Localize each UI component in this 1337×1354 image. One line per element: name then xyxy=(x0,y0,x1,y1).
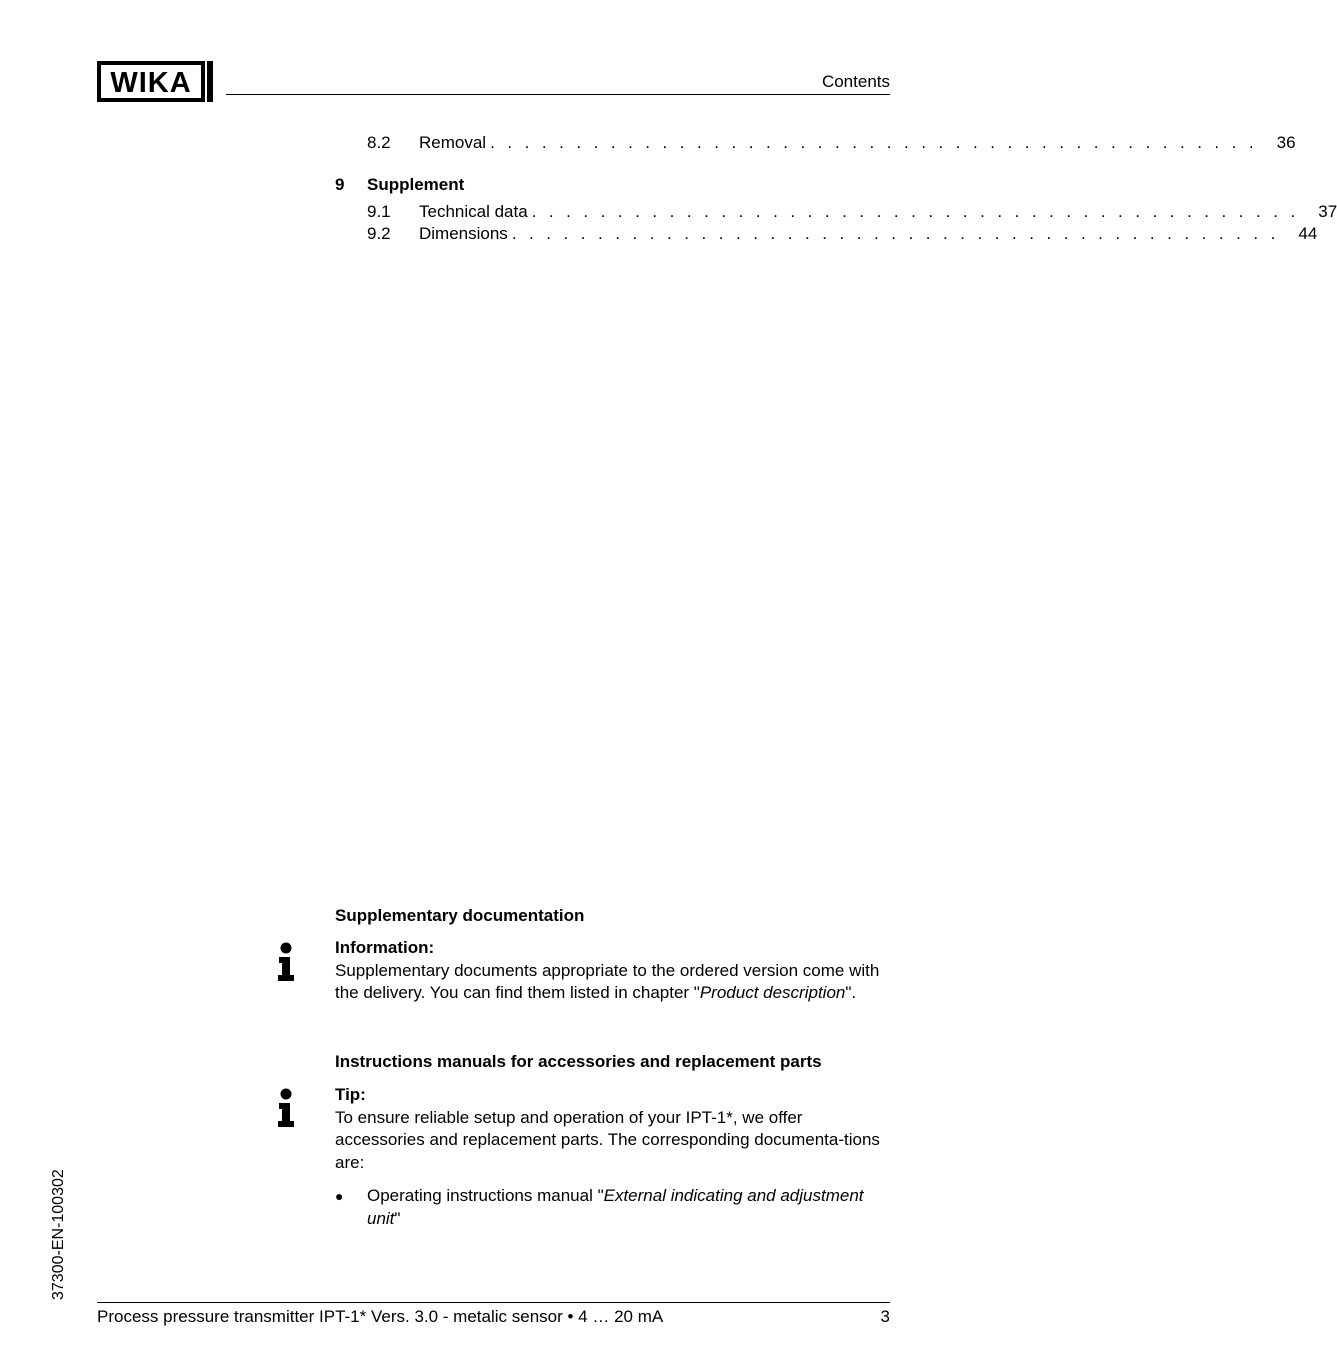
information-i-icon xyxy=(276,942,296,982)
toc-entry-title: Removal xyxy=(419,133,487,152)
footer-title: Process pressure transmitter IPT-1* Vers. 3.0 - metalic sensor • 4 … 20 mA xyxy=(97,1307,664,1326)
information-paragraph xyxy=(335,937,890,1005)
toc-entry-number: 8.2 xyxy=(367,133,391,152)
list-item-text-italic: External indicating and adjustment unit xyxy=(367,1186,864,1228)
tip-label: Tip: xyxy=(335,1085,366,1104)
footer-rule xyxy=(97,1302,890,1303)
toc-entry-number: 9.2 xyxy=(367,224,391,243)
toc-chapter-number: 9 xyxy=(335,175,345,194)
instructions-heading: Instructions manuals for accessories and replacement parts xyxy=(335,1052,822,1071)
svg-text:WIKA: WIKA xyxy=(110,67,192,99)
section-name: Contents xyxy=(821,72,890,91)
information-text-end: ". xyxy=(845,983,857,1003)
wika-logo xyxy=(97,61,213,102)
list-item-text: Operating instructions manual " xyxy=(367,1186,604,1205)
toc-leader-dots: . . . . . . . . . . . . . . . . . . . . . . . . . . . . . . . . . . . . . . . . . . . . . xyxy=(490,133,1258,152)
document-code: 37300-EN-100302 xyxy=(50,1169,67,1300)
toc-entry-page: 37 xyxy=(1318,202,1337,221)
bullet-icon: ● xyxy=(335,1188,344,1204)
toc-entry-title: Dimensions xyxy=(419,224,508,243)
toc-entry[interactable] xyxy=(367,224,1318,246)
information-label: Information: xyxy=(335,938,435,957)
toc-leader-dots: . . . . . . . . . . . . . . . . . . . . . . . . . . . . . . . . . . . . . . . . . . . . . xyxy=(531,202,1300,221)
page-number: 3 xyxy=(880,1307,890,1326)
toc-entry[interactable] xyxy=(367,133,1296,155)
toc-leader-dots: . . . . . . . . . . . . . . . . . . . . . . . . . . . . . . . . . . . . . . . . . . . . . xyxy=(511,224,1280,243)
toc-entry[interactable] xyxy=(367,202,1337,224)
toc-entry-page: 36 xyxy=(1276,133,1296,152)
tip-paragraph xyxy=(335,1084,890,1174)
list-item xyxy=(335,1185,890,1230)
information-i-icon xyxy=(276,1088,296,1128)
toc-chapter-title: Supplement xyxy=(367,175,465,194)
toc-entry-number: 9.1 xyxy=(367,202,391,221)
supplementary-heading: Supplementary documentation xyxy=(335,906,585,925)
header-rule xyxy=(226,94,890,95)
list-item-text-end: " xyxy=(394,1208,401,1228)
information-text-italic: Product description xyxy=(699,983,846,1003)
information-text: Supplementary documents appropriate to the ordered version come with the delivery. You can find them listed in chapter " xyxy=(335,960,880,1003)
toc-entry-title: Technical data xyxy=(419,202,528,221)
toc-chapter[interactable] xyxy=(335,175,464,195)
toc-entry-page: 44 xyxy=(1298,224,1318,243)
tip-text: To ensure reliable setup and operation of your IPT-1*, we offer accessories and replacement parts. The corresponding documenta-tions are: xyxy=(335,1107,880,1172)
